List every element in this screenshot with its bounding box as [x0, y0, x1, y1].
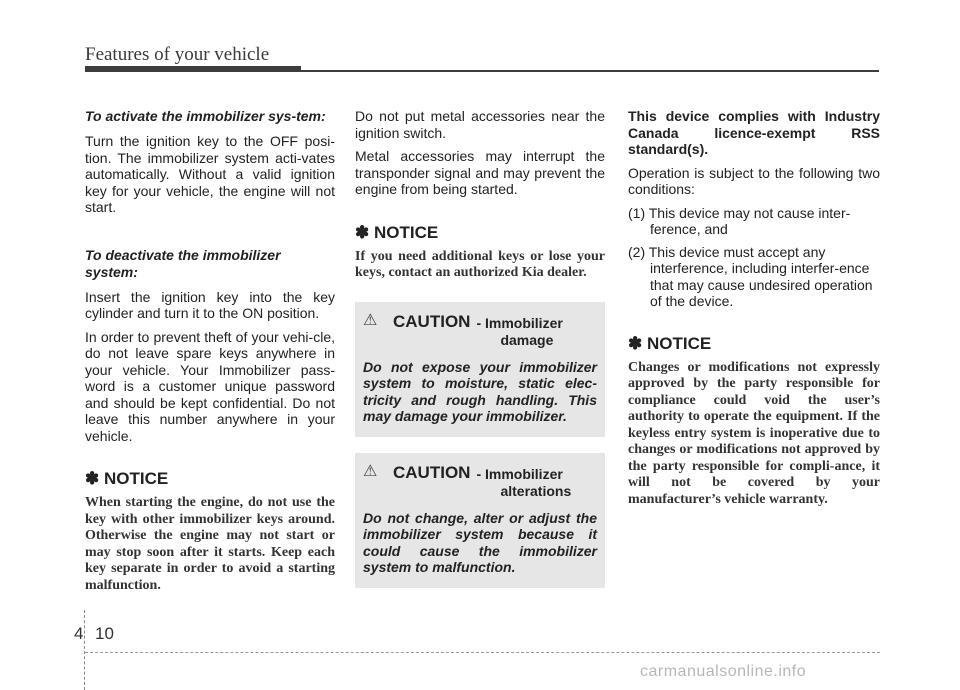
caution-text: Do not expose your immobilizer system to moisture, static elec-tricity and rough handling. This may damage your immobilizer. — [363, 358, 597, 424]
caution-subtitle-line1: - Immobilizer — [476, 465, 563, 482]
spacer — [85, 223, 335, 247]
page-header-title: Features of your vehicle — [85, 44, 270, 65]
caution-subtitle — [476, 466, 571, 500]
caution-box-damage — [355, 302, 605, 437]
theft-text: In order to prevent theft of your vehi-cle, do not leave spare keys anywhere in your vehicle. Your Immobilizer pass-word is a customer unique password and should be kept confidential. Do not leave this number anywhere in your vehicle. — [85, 328, 335, 444]
notice-text: If you need additional keys or lose your keys, contact an authorized Kia dealer. — [355, 248, 605, 280]
warning-triangle-icon: ⚠ — [363, 311, 378, 329]
notice-label: ✽ NOTICE — [85, 469, 169, 488]
condition-1: (1) This device may not cause inter-ference, and — [628, 204, 851, 237]
header-bar — [85, 66, 301, 72]
activate-heading: To activate the immobilizer sys-tem: — [85, 108, 326, 124]
spacer — [85, 451, 335, 465]
column-1 — [85, 108, 335, 594]
condition-2: (2) This device must accept any interference, including interfer-ence that may cause undesired operation of the device. — [628, 243, 873, 309]
spacer — [355, 205, 605, 219]
caution-header — [363, 312, 597, 349]
caution-subtitle-line1: - Immobilizer — [476, 314, 563, 331]
notice-text: When starting the engine, do not use the key with other immobilizer keys around. Otherwise the engine may not start or may stop soon after it starts. Keep each key separate in order to avoid a starting malfunction. — [85, 495, 335, 593]
column-2 — [355, 108, 605, 588]
notice-label: ✽ NOTICE — [628, 333, 712, 353]
deactivate-text: Insert the ignition key into the key cylinder and turn it to the ON position. — [85, 288, 335, 321]
header-rule — [301, 70, 879, 72]
deactivate-heading: To deactivate the immobilizer system: — [85, 246, 281, 280]
chapter-number: 4 — [74, 624, 84, 643]
metal-text-2: Metal accessories may interrupt the transponder signal and may prevent the engine from being started. — [355, 148, 605, 197]
spacer — [628, 316, 880, 330]
page-number: 10 — [95, 624, 114, 643]
caution-word: CAUTION — [393, 462, 471, 482]
footer-rule — [85, 652, 880, 653]
operation-text: Operation is subject to the following two conditions: — [628, 164, 880, 197]
caution-subtitle — [476, 315, 562, 349]
caution-subtitle-line2: alterations — [500, 482, 572, 499]
notice-text: Changes or modifications not expressly approved by the party responsible for compliance could void the user’s authority to operate the equipment. If the keyless entry system is inoperative due to changes or modifications not approved by the party responsible for compli-ance, it will not be covered by your manufacturer’s vehicle warranty. — [628, 359, 880, 507]
activate-text: Turn the ignition key to the OFF posi-tion. The immobilizer system acti-vates automatically. Without a valid ignition key for your vehicle, the engine will not start. — [85, 133, 335, 215]
warning-triangle-icon: ⚠ — [363, 462, 378, 480]
caution-word: CAUTION — [393, 311, 471, 331]
metal-text-1: Do not put metal accessories near the ignition switch. — [355, 108, 605, 141]
spacer — [355, 437, 605, 453]
caution-subtitle-line2: damage — [500, 331, 554, 348]
notice-label: ✽ NOTICE — [355, 222, 439, 242]
spacer — [355, 282, 605, 302]
caution-box-alterations — [355, 453, 605, 588]
watermark: carmanualsonline.info — [640, 663, 807, 680]
caution-header — [363, 463, 597, 500]
caution-text: Do not change, alter or adjust the immobilizer system because it could cause the immobilizer system to malfunction. — [363, 509, 597, 575]
column-3 — [628, 108, 880, 508]
comply-text: This device complies with Industry Canada licence-exempt RSS standard(s). — [628, 108, 880, 157]
footer-divider — [84, 610, 85, 690]
